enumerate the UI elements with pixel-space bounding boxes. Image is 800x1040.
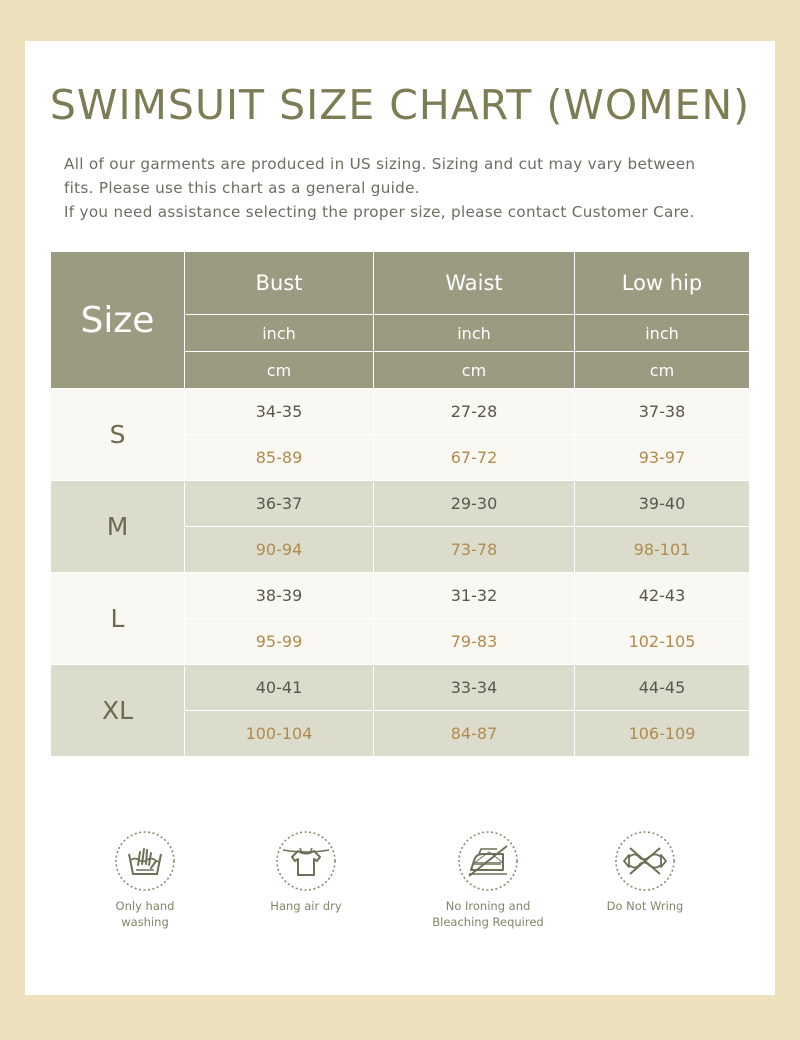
intro-text: [64, 152, 754, 224]
size-label: L: [51, 573, 185, 665]
bust-cm: 100-104: [185, 711, 374, 757]
waist-cm: 79-83: [374, 619, 575, 665]
care-item-no-iron-bleach: [418, 830, 558, 930]
care-label: washing: [121, 915, 169, 929]
bust-cm: 95-99: [185, 619, 374, 665]
care-item-no-wring: [575, 830, 715, 914]
table-row: [51, 481, 750, 527]
intro-line: All of our garments are produced in US sizing. Sizing and cut may vary between: [64, 155, 696, 173]
waist-cm: 84-87: [374, 711, 575, 757]
size-chart-table: [50, 251, 750, 757]
hip-inch: 42-43: [575, 573, 750, 619]
unit-inch: inch: [185, 315, 374, 352]
no-wring-icon: [614, 830, 676, 892]
bust-inch: 40-41: [185, 665, 374, 711]
unit-cm: cm: [575, 352, 750, 389]
care-label: Bleaching Required: [432, 915, 544, 929]
hip-inch: 39-40: [575, 481, 750, 527]
hip-cm: 106-109: [575, 711, 750, 757]
unit-cm: cm: [185, 352, 374, 389]
column-header-low-hip: Low hip: [575, 252, 750, 315]
page-title: SWIMSUIT SIZE CHART (WOMEN): [49, 81, 751, 129]
waist-inch: 31-32: [374, 573, 575, 619]
column-header-waist: Waist: [374, 252, 575, 315]
intro-line: If you need assistance selecting the proper size, please contact Customer Care.: [64, 203, 695, 221]
size-header: Size: [51, 252, 185, 389]
no-iron-bleach-icon: [457, 830, 519, 892]
unit-inch: inch: [575, 315, 750, 352]
size-label: XL: [51, 665, 185, 757]
care-label: Hang air dry: [270, 899, 342, 913]
waist-inch: 27-28: [374, 389, 575, 435]
care-label: Do Not Wring: [606, 899, 684, 913]
unit-cm: cm: [374, 352, 575, 389]
waist-cm: 67-72: [374, 435, 575, 481]
bust-cm: 85-89: [185, 435, 374, 481]
bust-inch: 38-39: [185, 573, 374, 619]
hand-wash-icon: [114, 830, 176, 892]
waist-inch: 33-34: [374, 665, 575, 711]
bust-cm: 90-94: [185, 527, 374, 573]
waist-cm: 73-78: [374, 527, 575, 573]
hip-cm: 98-101: [575, 527, 750, 573]
care-label: Only hand: [115, 899, 175, 913]
size-label: S: [51, 389, 185, 481]
table-row: [51, 389, 750, 435]
size-label: M: [51, 481, 185, 573]
hip-cm: 102-105: [575, 619, 750, 665]
table-row: [51, 665, 750, 711]
column-header-bust: Bust: [185, 252, 374, 315]
hang-dry-icon: [275, 830, 337, 892]
care-item-hand-wash: [75, 830, 215, 930]
bust-inch: 36-37: [185, 481, 374, 527]
unit-inch: inch: [374, 315, 575, 352]
care-item-hang-dry: [236, 830, 376, 914]
bust-inch: 34-35: [185, 389, 374, 435]
table-row: [51, 573, 750, 619]
hip-cm: 93-97: [575, 435, 750, 481]
care-label: No Ironing and: [445, 899, 531, 913]
hip-inch: 44-45: [575, 665, 750, 711]
intro-line: fits. Please use this chart as a general guide.: [64, 179, 420, 197]
waist-inch: 29-30: [374, 481, 575, 527]
hip-inch: 37-38: [575, 389, 750, 435]
